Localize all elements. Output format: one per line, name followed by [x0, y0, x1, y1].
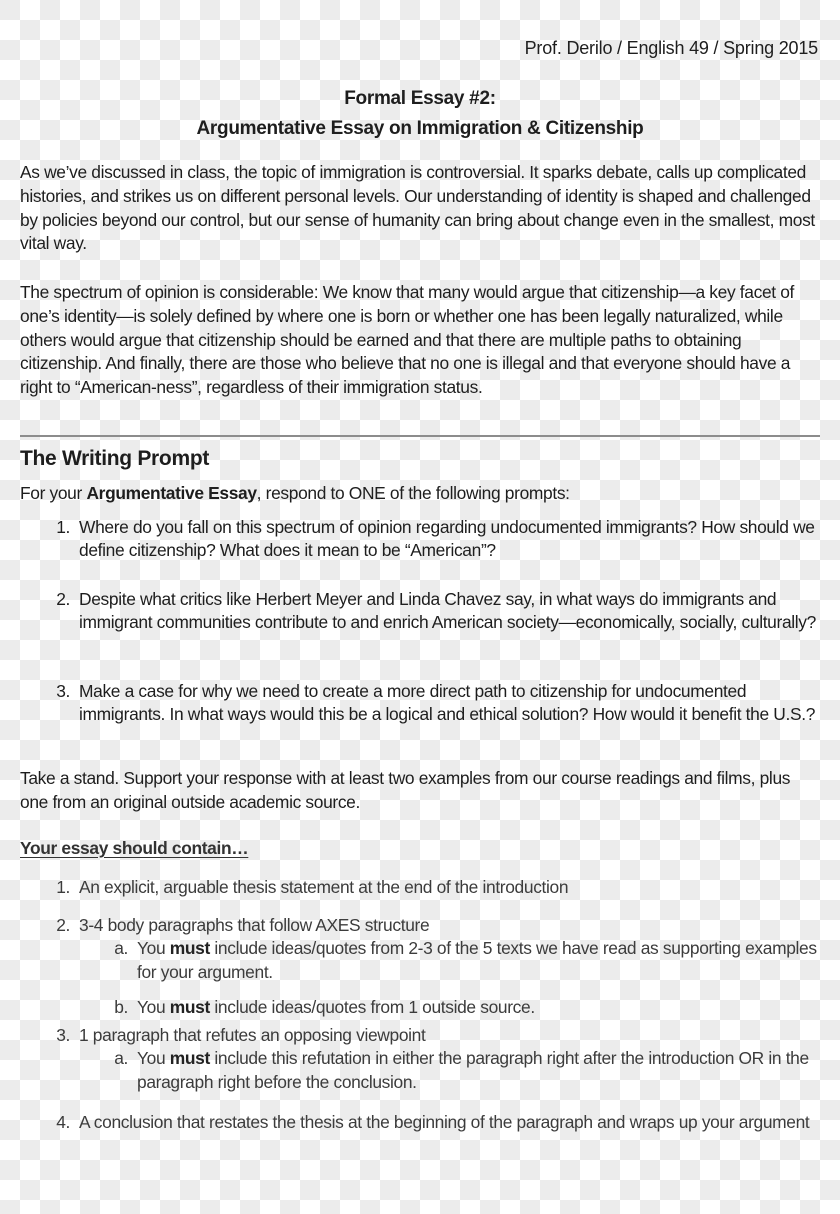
- requirement-number: 2.: [56, 915, 70, 935]
- document-title-line-1: Formal Essay #2:: [344, 88, 496, 109]
- intro-paragraph-2: The spectrum of opinion is considerable: We know that many would argue that citizenship—a key facet of one’s identity—is solely defined by where one is born or whether one has been legally naturalized, while others would argue that citizenship should be earned and that there are multiple paths to obtaining citizenship. And finally, there are those who believe that no one is illegal and that everyone should have a right to “American-ness”, regardless of their immigration status.: [20, 282, 795, 398]
- prompt-number: 1.: [56, 517, 70, 537]
- prompt-number: 2.: [56, 589, 70, 609]
- requirement-number: 1.: [56, 877, 70, 897]
- section-divider: [20, 435, 820, 437]
- requirement-text: A conclusion that restates the thesis at the beginning of the paragraph and wraps up your argument: [79, 1112, 810, 1132]
- subitem-emphasis: must: [169, 1048, 210, 1069]
- requirement-text: 1 paragraph that refutes an opposing viewpoint: [79, 1025, 426, 1045]
- subitem-emphasis: must: [169, 938, 210, 959]
- prompt-text: Despite what critics like Herbert Meyer and Linda Chavez say, in what ways do immigrants and immigrant communities contribute to and enrich American society—economically, socially, culturally?: [79, 589, 816, 633]
- requirement-text: An explicit, arguable thesis statement at the end of the introduction: [79, 877, 569, 897]
- prompt-intro-bold: Argumentative Essay: [86, 483, 257, 503]
- requirement-number: 4.: [56, 1112, 70, 1132]
- document-title-line-2: Argumentative Essay on Immigration & Citizenship: [196, 118, 644, 139]
- subitem-text: [137, 996, 827, 1019]
- requirement-text: 3-4 body paragraphs that follow AXES structure: [79, 915, 430, 935]
- subitem-suffix: include ideas/quotes from 1 outside source.: [209, 997, 535, 1017]
- prompt-number: 3.: [56, 681, 70, 701]
- instructions-paragraph: Take a stand. Support your response with at least two examples from our course readings and films, plus one from an original outside academic source.: [20, 768, 791, 812]
- prompt-text: Make a case for why we need to create a more direct path to citizenship for undocumented immigrants. In what ways would this be a logical and ethical solution? How would it benefit the U.S.?: [79, 681, 816, 725]
- subitem-letter: a.: [114, 1048, 128, 1069]
- prompt-intro: [20, 483, 570, 504]
- requirements-heading: Your essay should contain…: [20, 838, 249, 858]
- subitem-suffix: include this refutation in either the paragraph right after the introduction OR in the paragraph right before the conclusion.: [137, 1048, 809, 1092]
- prompt-intro-prefix: For your: [20, 483, 87, 503]
- course-header: Prof. Derilo / English 49 / Spring 2015: [524, 38, 818, 58]
- subitem-prefix: You: [137, 997, 170, 1017]
- intro-paragraph-1: As we’ve discussed in class, the topic of immigration is controversial. It sparks debate, calls up complicated histories, and strikes us on different personal levels. Our understanding of identity is shaped and challenged by policies beyond our control, but our sense of humanity can bring about change even in the smallest, most vital way.: [20, 162, 815, 254]
- subitem-suffix: include ideas/quotes from 2-3 of the 5 texts we have read as supporting examples for your argument.: [137, 938, 817, 982]
- subitem-prefix: You: [137, 1048, 170, 1069]
- subitem-letter: a.: [114, 938, 128, 959]
- subitem-text: [137, 937, 827, 984]
- subitem-prefix: You: [137, 938, 170, 959]
- subitem-emphasis: must: [169, 997, 210, 1017]
- subitem-text: [137, 1047, 827, 1094]
- subitem-letter: b.: [114, 997, 128, 1017]
- writing-prompt-heading: The Writing Prompt: [20, 447, 210, 470]
- requirement-number: 3.: [56, 1025, 70, 1045]
- prompt-text: Where do you fall on this spectrum of opinion regarding undocumented immigrants? How should we define citizenship? What does it mean to be “American”?: [79, 517, 815, 561]
- prompt-intro-suffix: , respond to ONE of the following prompts:: [256, 483, 570, 503]
